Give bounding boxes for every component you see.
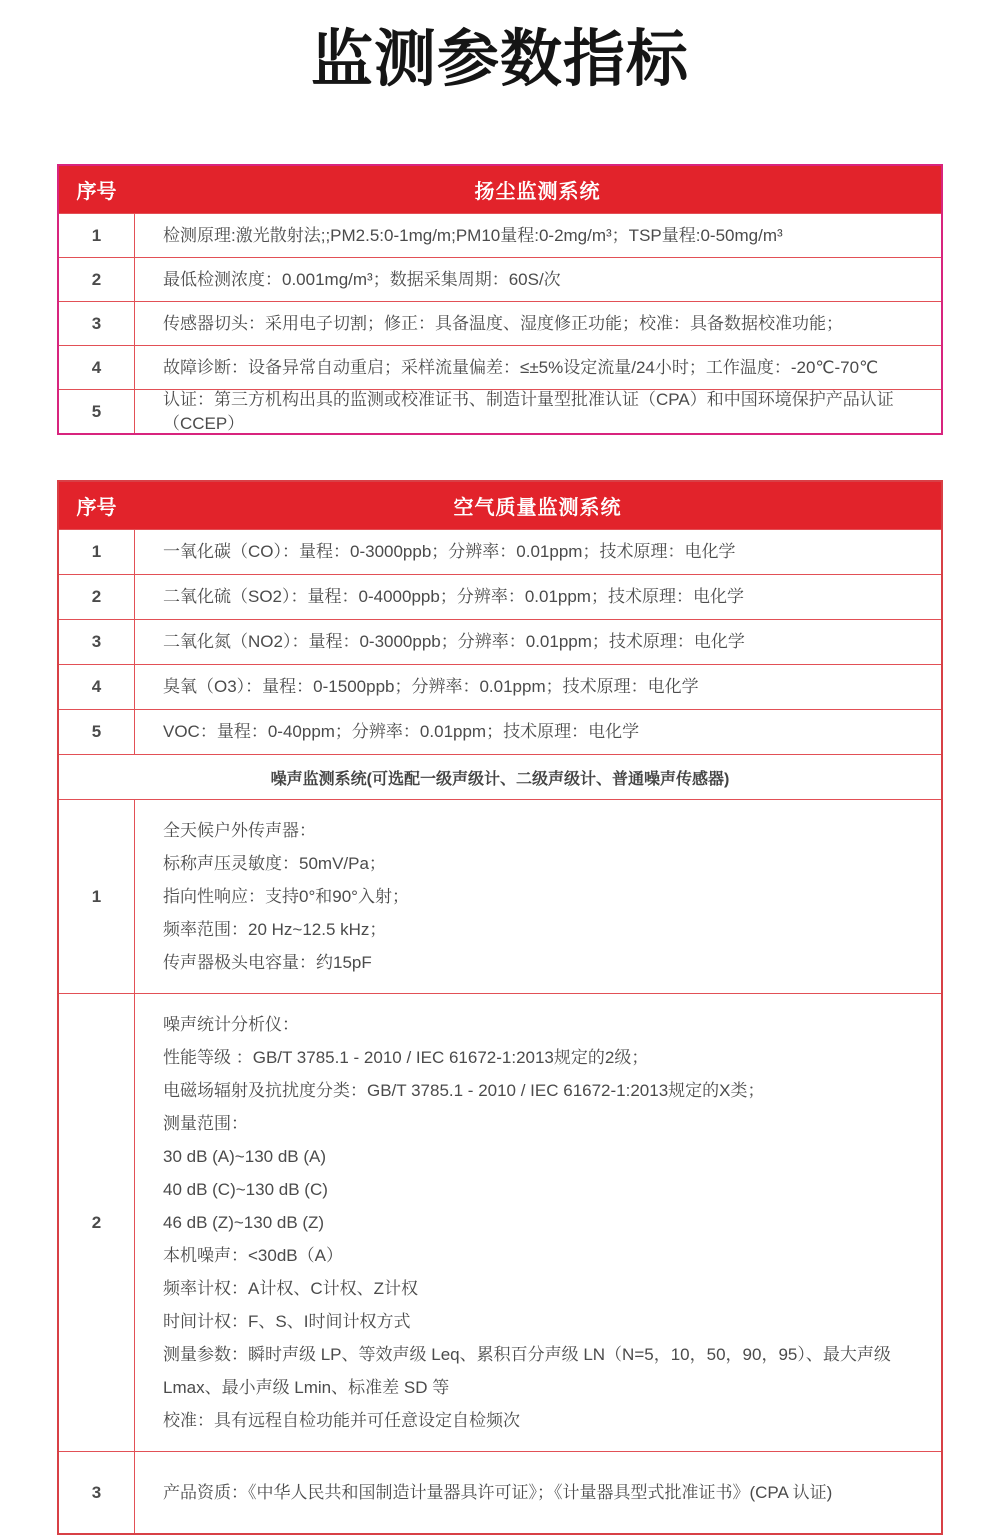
table-row bbox=[59, 345, 941, 389]
air-header-no-label: 序号 bbox=[76, 497, 117, 519]
row-number: 1 bbox=[91, 225, 102, 245]
dust-table-header bbox=[59, 166, 941, 213]
table-row bbox=[59, 574, 941, 619]
spec-line: 频率计权：A计权、C计权、Z计权 bbox=[163, 1279, 418, 1298]
dust-monitoring-table bbox=[57, 164, 943, 435]
row-number: 3 bbox=[91, 1482, 102, 1502]
air-header-title: 空气质量监测系统 bbox=[453, 497, 622, 519]
row-text-multiline bbox=[134, 800, 941, 993]
row-number: 3 bbox=[91, 313, 102, 333]
table-row bbox=[59, 1451, 941, 1533]
spec-line: 校准：具有远程自检功能并可任意设定自检频次 bbox=[163, 1411, 520, 1430]
spec-line: 标称声压灵敏度：50mV/Pa； bbox=[163, 854, 386, 873]
row-number: 2 bbox=[91, 587, 102, 606]
table-row bbox=[59, 664, 941, 709]
row-text: 检测原理:激光散射法;;PM2.5:0-1mg/m;PM10量程:0-2mg/m³；TSP量程:0-50mg/m³ bbox=[134, 214, 941, 257]
row-text: 二氧化氮（NO2）：量程：0-3000ppb；分辨率：0.01ppm；技术原理：电化学 bbox=[134, 620, 941, 664]
spec-line: 46 dB (Z)~130 dB (Z) bbox=[163, 1213, 325, 1232]
spec-line: 频率范围：20 Hz~12.5 kHz； bbox=[163, 920, 387, 939]
row-text: 认证：第三方机构出具的监测或校准证书、制造计量型批准认证（CPA）和中国环境保护产品认证（CCEP） bbox=[134, 390, 941, 433]
air-table-header bbox=[59, 482, 941, 529]
row-number: 3 bbox=[91, 632, 102, 651]
row-number: 1 bbox=[91, 886, 102, 906]
row-text: 二氧化硫（SO2）：量程：0-4000ppb；分辨率：0.01ppm；技术原理：电化学 bbox=[134, 575, 941, 619]
spec-line: 时间计权：F、S、I时间计权方式 bbox=[163, 1312, 411, 1331]
spec-line: 性能等级 ：GB/T 3785.1 - 2010 / IEC 61672-1:2013规定的2级； bbox=[163, 1048, 649, 1067]
row-text: 最低检测浓度：0.001mg/m³；数据采集周期：60S/次 bbox=[134, 258, 941, 301]
row-number: 2 bbox=[91, 1212, 102, 1232]
row-number: 1 bbox=[91, 542, 102, 561]
row-number: 2 bbox=[91, 269, 102, 289]
page-title: 监测参数指标 bbox=[310, 25, 689, 94]
spec-line: 噪声统计分析仪： bbox=[163, 1015, 299, 1034]
table-row bbox=[59, 709, 941, 754]
row-number: 4 bbox=[91, 357, 102, 377]
row-text: VOC：量程：0-40ppm；分辨率：0.01ppm；技术原理：电化学 bbox=[134, 710, 941, 754]
table-row bbox=[59, 619, 941, 664]
spec-line: 电磁场辐射及抗扰度分类：GB/T 3785.1 - 2010 / IEC 61672-1:2013规定的X类； bbox=[163, 1081, 765, 1100]
dust-header-no-label: 序号 bbox=[76, 181, 117, 203]
table-row bbox=[59, 993, 941, 1451]
row-text: 臭氧（O3）：量程：0-1500ppb；分辨率：0.01ppm；技术原理：电化学 bbox=[134, 665, 941, 709]
row-text: 故障诊断：设备异常自动重启；采样流量偏差：≤±5%设定流量/24小时；工作温度：-20℃-70℃ bbox=[134, 346, 941, 389]
row-number: 5 bbox=[91, 722, 102, 741]
spec-line: 30 dB (A)~130 dB (A) bbox=[163, 1147, 327, 1166]
row-number: 5 bbox=[91, 401, 102, 421]
row-text: 传感器切头：采用电子切割；修正：具备温度、湿度修正功能；校准：具备数据校准功能； bbox=[134, 302, 941, 345]
spec-line: 本机噪声：<30dB（A） bbox=[163, 1246, 343, 1265]
row-number: 4 bbox=[91, 677, 102, 696]
table-row bbox=[59, 257, 941, 301]
dust-header-title: 扬尘监测系统 bbox=[474, 181, 601, 203]
row-text: 产品资质：《中华人民共和国制造计量器具许可证》；《计量器具型式批准证书》(CPA 认证) bbox=[134, 1452, 941, 1533]
spec-line: 全天候户外传声器： bbox=[163, 821, 316, 840]
table-row bbox=[59, 529, 941, 574]
spec-line: 测量范围： bbox=[163, 1114, 248, 1133]
spec-line: 40 dB (C)~130 dB (C) bbox=[163, 1180, 328, 1199]
table-row bbox=[59, 213, 941, 257]
spec-line: 测量参数：瞬时声级 LP、等效声级 Leq、累积百分声级 LN（N=5，10，50，90，95）、最大声级 Lmax、最小声级 Lmin、标准差 SD 等 bbox=[163, 1345, 891, 1397]
table-row bbox=[59, 799, 941, 993]
table-row bbox=[59, 389, 941, 433]
spec-line: 传声器极头电容量：约15pF bbox=[163, 953, 372, 972]
air-quality-monitoring-table bbox=[57, 480, 943, 1535]
noise-section-header: 噪声监测系统(可选配一级声级计、二级声级计、普通噪声传感器) bbox=[59, 754, 941, 799]
table-row bbox=[59, 301, 941, 345]
spec-line: 指向性响应：支持0°和90°入射； bbox=[163, 887, 409, 906]
row-text: 一氧化碳（CO）：量程：0-3000ppb；分辨率：0.01ppm；技术原理：电化学 bbox=[134, 530, 941, 574]
row-text-multiline bbox=[134, 994, 941, 1451]
